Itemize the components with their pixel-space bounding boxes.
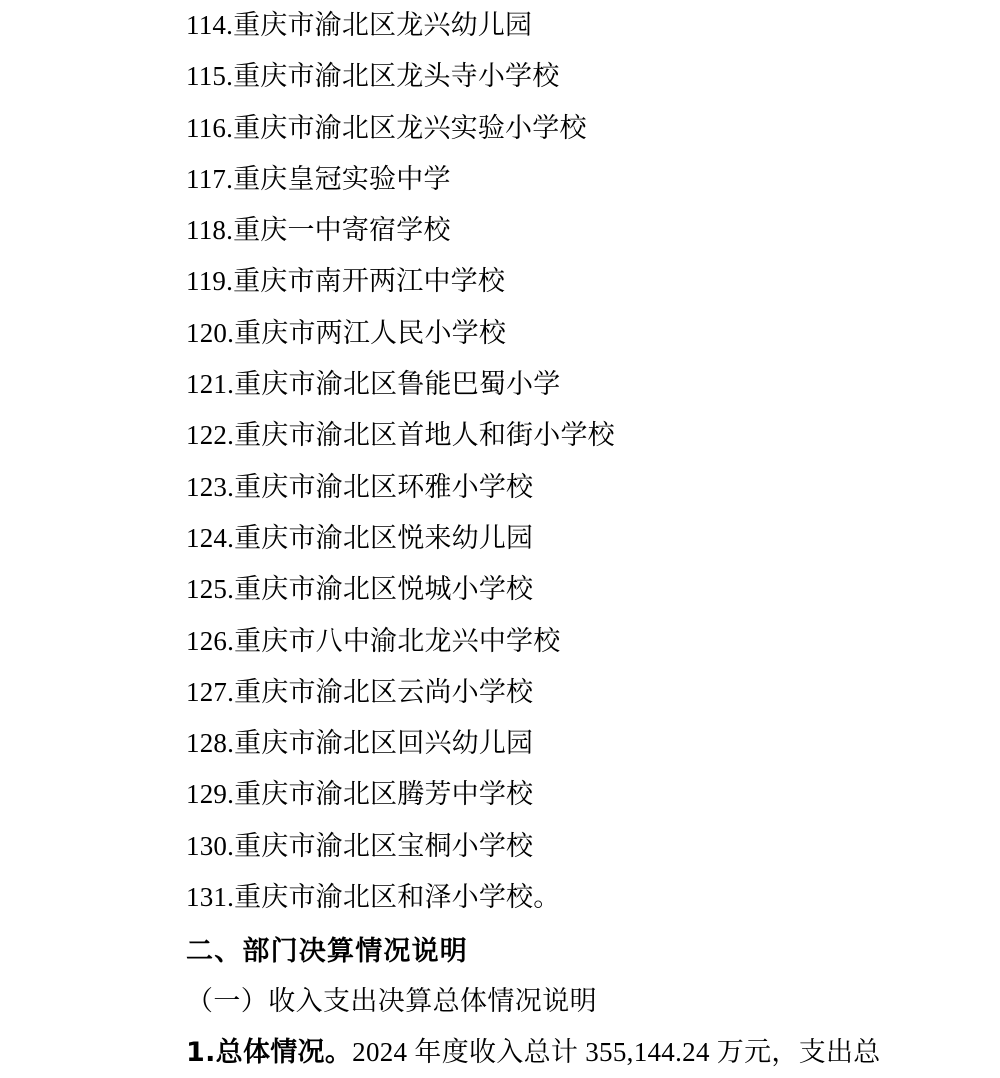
list-item-label: 重庆皇冠实验中学	[233, 163, 451, 195]
list-item-number: 115.	[186, 61, 234, 92]
list-item-number: 129.	[186, 779, 235, 810]
list-item	[186, 769, 960, 820]
paragraph-text: 2024 年度收入总计 355,144.24 万元，支出总	[352, 1037, 881, 1068]
list-item-label: 重庆市南开两江中学校	[233, 266, 506, 298]
list-item	[186, 256, 960, 307]
list-item-label: 重庆市渝北区腾芳中学校	[234, 779, 534, 811]
list-item	[186, 205, 960, 256]
list-item-number: 124.	[186, 522, 235, 553]
list-item	[186, 513, 960, 564]
list-item	[186, 0, 960, 51]
list-item-label: 重庆市渝北区鲁能巴蜀小学	[234, 369, 561, 401]
list-item-label: 重庆市渝北区龙兴幼儿园	[233, 10, 533, 41]
list-item-label: 重庆市渝北区首地人和街小学校	[234, 420, 615, 452]
list-item	[186, 359, 960, 410]
list-item-label: 重庆市渝北区宝桐小学校	[234, 830, 534, 862]
list-item-label: 重庆市八中渝北龙兴中学校	[234, 625, 561, 657]
list-item	[186, 872, 960, 923]
list-item	[186, 103, 960, 154]
paragraph-lead: 1.总体情况。	[186, 1037, 353, 1069]
list-item	[186, 154, 960, 205]
list-item-number: 121.	[186, 369, 235, 400]
list-item	[186, 51, 960, 102]
list-item-number: 116.	[186, 112, 234, 143]
list-item-label: 重庆市渝北区和泽小学校。	[234, 882, 561, 914]
list-item-label: 重庆市渝北区环雅小学校	[234, 471, 534, 503]
list-item-number: 128.	[186, 728, 235, 759]
list-item	[186, 616, 960, 667]
list-item-label: 重庆市渝北区回兴幼儿园	[234, 728, 534, 760]
list-item-number: 114.	[186, 10, 234, 40]
list-item	[186, 462, 960, 513]
list-item-number: 123.	[186, 471, 235, 502]
list-item-label: 重庆市渝北区悦来幼儿园	[234, 522, 534, 554]
subsection-heading: （一）收入支出决算总体情况说明	[186, 986, 597, 1018]
list-item	[186, 564, 960, 615]
list-item	[186, 308, 960, 359]
list-item-number: 125.	[186, 574, 235, 605]
list-item	[186, 667, 960, 718]
list-item-number: 118.	[186, 215, 234, 246]
list-item-label: 重庆市渝北区龙头寺小学校	[233, 61, 560, 93]
list-item-number: 126.	[186, 625, 235, 656]
list-item	[186, 821, 960, 872]
list-item-label: 重庆一中寄宿学校	[233, 215, 451, 247]
list-item-label: 重庆市渝北区龙兴实验小学校	[233, 112, 587, 144]
section-heading: 二、部门决算情况说明	[186, 936, 468, 968]
list-item-label: 重庆市两江人民小学校	[234, 317, 507, 349]
list-item-number: 117.	[186, 163, 234, 194]
list-item-number: 120.	[186, 317, 235, 348]
list-item-number: 122.	[186, 420, 235, 451]
list-item	[186, 410, 960, 461]
list-item-label: 重庆市渝北区云尚小学校	[234, 676, 534, 708]
list-item-number: 131.	[186, 882, 235, 913]
list-item	[186, 718, 960, 769]
list-item-label: 重庆市渝北区悦城小学校	[234, 574, 534, 606]
list-item-number: 130.	[186, 830, 235, 861]
list-item-number: 119.	[186, 266, 234, 297]
body-paragraph	[186, 1027, 960, 1078]
list-item-number: 127.	[186, 676, 235, 707]
